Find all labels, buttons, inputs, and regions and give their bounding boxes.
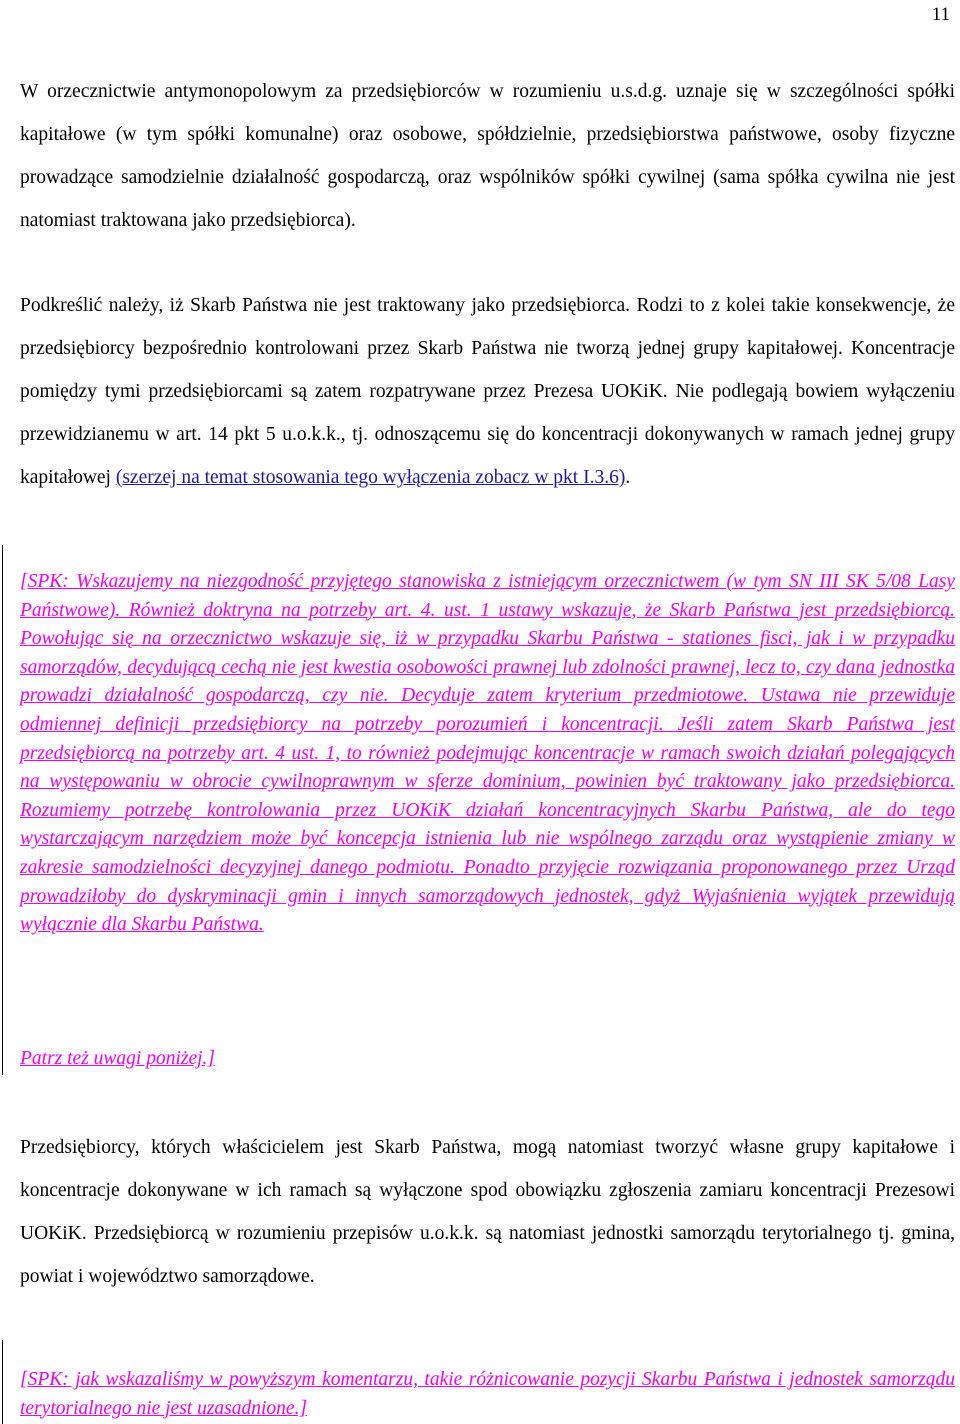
spk-comment: [SPK: jak wskazaliśmy w powyższym komentarzu, takie różnicowanie pozycji Skarbu Państwa i jednostek samorządu terytorialnego nie jest uzasadnione.] — [20, 1369, 955, 1419]
page-number: 11 — [931, 4, 950, 25]
paragraph-capital-groups: Przedsiębiorcy, których właścicielem jest Skarb Państwa, mogą natomiast tworzyć własne grupy kapitałowe i koncentracje dokonywane w ich ramach są wyłączone spod obowiązku zgłoszenia zamiaru koncentracji Prezesowi UOKiK. Przedsiębiorcą w rozumieniu przepisów u.o.k.k. są natomiast jednostki samorządu terytorialnego tj. gmina, powiat i województwo samorządowe. — [20, 1137, 955, 1287]
paragraph-entrepreneurs: W orzecznictwie antymonopolowym za przedsiębiorców w rozumieniu u.s.d.g. uznaje się w szczególności spółki kapitałowe (w tym spółki komunalne) oraz osobowe, spółdzielnie, przedsiębiorstwa państwowe, osoby fizyczne prowadzące samodzielnie działalność gospodarczą, oraz wspólników spółki cywilnej (sama spółka cywilna nie jest natomiast traktowana jako przedsiębiorca). — [20, 81, 955, 231]
cross-reference-link[interactable]: (szerzej na temat stosowania tego wyłączenia zobacz w pkt I.3.6) — [115, 467, 626, 488]
spk-comment-see-also: Patrz też uwagi poniżej.] — [20, 1048, 216, 1069]
paragraph-state-treasury — [20, 284, 955, 499]
spk-comment: [SPK: Wskazujemy na niezgodność przyjętego stanowiska z istniejącym orzecznictwem (w tym SN III SK 5/08 Lasy Państwowe). Również doktryna na potrzeby art. 4. ust. 1 ustawy wskazuje, że Skarb Państwa jest przedsiębiorcą. Powołując się na orzecznictwo wskazuje się, iż w przypadku Skarbu Państwa - stationes fisci, jak i w przypadku samorządów, decydującą cechą nie jest kwestia osobowości prawnej lub zdolności prawnej, lecz to, czy dana jednostka prowadzi działalność gospodarczą, czy nie. Decyduje zatem kryterium przedmiotowe. Ustawa nie przewiduje odmiennej definicji przedsiębiorcy na potrzeby porozumień i koncentracji. Jeśli zatem Skarb Państwa jest przedsiębiorcą na potrzeby art. 4 ust. 1, to również podejmując koncentracje w ramach swoich działań polegających na występowaniu w obrocie cywilnoprawnym w sferze dominium, powinien być traktowany jako przedsiębiorca. Rozumiemy potrzebę kontrolowania przez UOKiK działań koncentracyjnych Skarbu Państwa, ale do tego wystarczającym narzędziem może być koncepcja istnienia lub nie wspólnego zarządu oraz wystąpienie zmiany w zakresie samodzielności decyzyjnej danego podmiotu. Ponadto przyjęcie rozwiązania proponowanego przez Urząd prowadziłoby do dyskryminacji gmin i innych samorządowych jednostek, gdyż Wyjaśnienia wyjątek przewidują wyłącznie dla Skarbu Państwa. — [20, 571, 955, 936]
paragraph-end: . — [625, 467, 631, 488]
change-bar — [2, 1340, 3, 1424]
change-bar — [2, 545, 3, 1075]
paragraph-text: Podkreślić należy, iż Skarb Państwa nie jest traktowany jako przedsiębiorca. Rodzi to z kolei takie konsekwencje, że przedsiębiorcy bezpośrednio kontrolowani przez Skarb Państwa nie tworzą jednej grupy kapitałowej. Koncentracje pomiędzy tymi przedsiębiorcami są zatem rozpatrywane przez Prezesa UOKiK. Nie podlegają bowiem wyłączeniu przewidzianemu w art. 14 pkt 5 u.o.k.k., tj. odnoszącemu się do koncentracji dokonywanych w ramach jednej grupy kapitałowej — [20, 295, 955, 488]
